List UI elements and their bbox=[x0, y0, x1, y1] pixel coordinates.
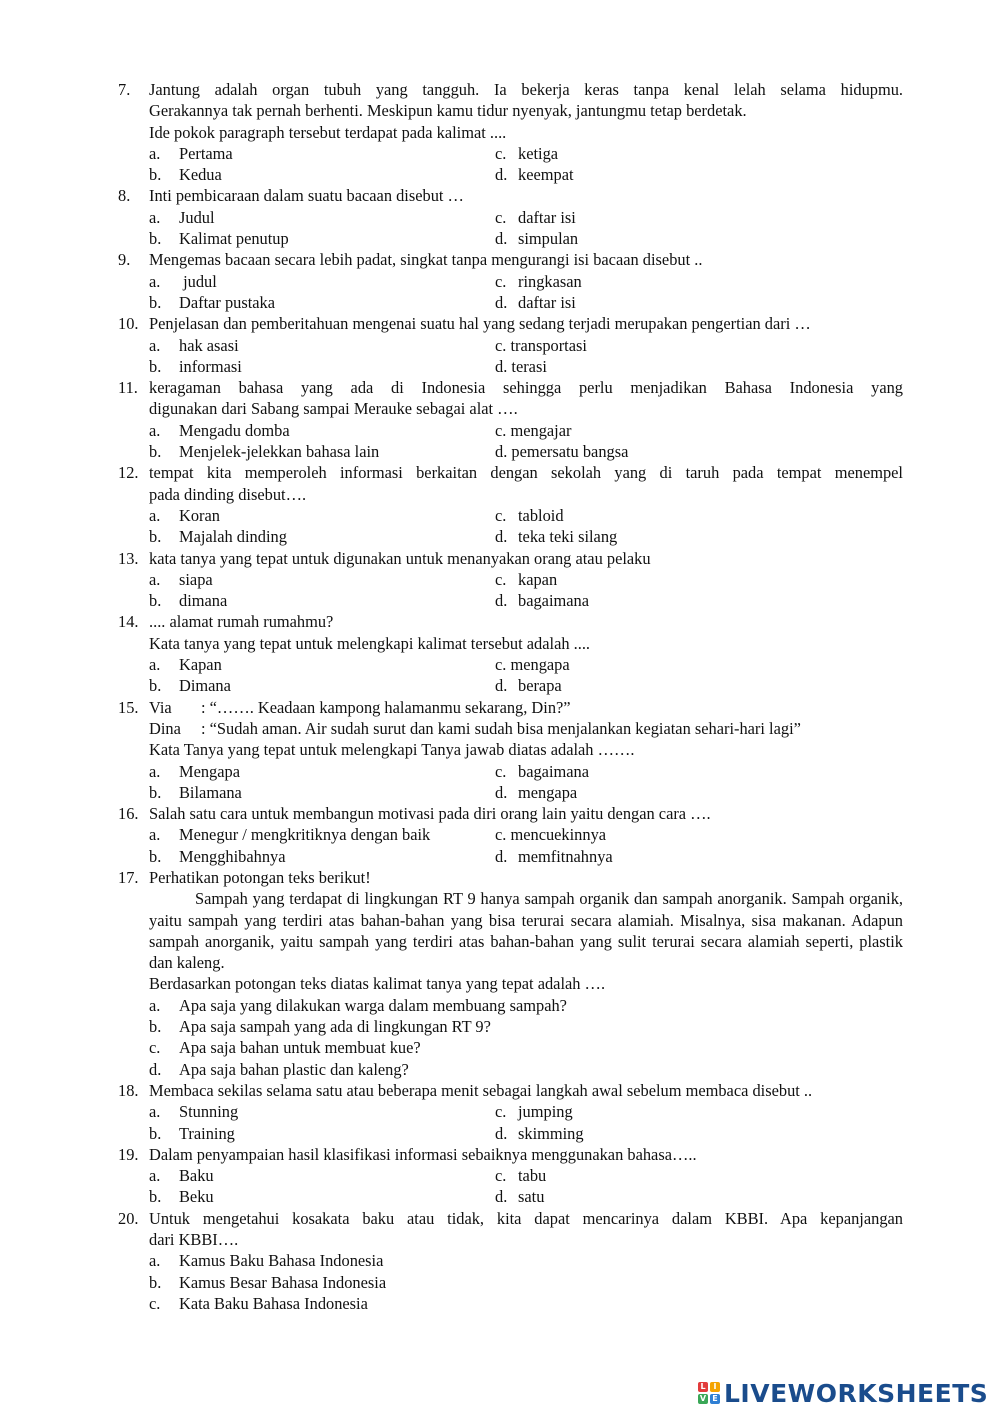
logo-text: LIVEWORKSHEETS bbox=[724, 1378, 989, 1408]
question-text: kata tanya yang tepat untuk digunakan untuk menanyakan orang atau pelaku bbox=[149, 548, 651, 568]
dialog-text bbox=[149, 718, 903, 739]
question-text: .... alamat rumah rumahmu? bbox=[149, 612, 334, 632]
option-letter: a. bbox=[149, 143, 161, 163]
question-15 bbox=[0, 697, 1000, 803]
option-text: d. terasi bbox=[495, 356, 547, 376]
answer-option[interactable] bbox=[495, 761, 589, 782]
option-letter: d. bbox=[495, 1123, 508, 1143]
option-text: daftar isi bbox=[518, 292, 576, 312]
option-letter: a. bbox=[149, 207, 161, 227]
question-18 bbox=[0, 1080, 1000, 1144]
option-letter: d. bbox=[495, 292, 508, 312]
options-row bbox=[0, 1037, 1000, 1058]
question-line bbox=[0, 548, 1000, 569]
answer-option[interactable] bbox=[149, 164, 222, 185]
question-line bbox=[0, 611, 1000, 632]
answer-option[interactable] bbox=[495, 356, 547, 377]
question-number: 17. bbox=[118, 867, 139, 887]
option-text: Kamus Besar Bahasa Indonesia bbox=[179, 1272, 387, 1292]
answer-option[interactable] bbox=[149, 1123, 235, 1144]
question-12 bbox=[0, 462, 1000, 547]
question-text-continued: digunakan dari Sabang sampai Merauke sebagai alat …. bbox=[149, 399, 518, 419]
option-letter: b. bbox=[149, 442, 162, 462]
answer-option[interactable] bbox=[149, 228, 289, 249]
answer-option[interactable] bbox=[495, 271, 582, 292]
answer-option[interactable] bbox=[495, 654, 570, 675]
option-text: d. pemersatu bangsa bbox=[495, 442, 629, 462]
option-text: Kamus Baku Bahasa Indonesia bbox=[179, 1251, 384, 1271]
question-number: 10. bbox=[118, 314, 139, 334]
option-letter: d. bbox=[149, 1059, 162, 1079]
answer-option[interactable] bbox=[495, 441, 628, 462]
option-text: skimming bbox=[518, 1123, 584, 1143]
option-letter: a. bbox=[149, 995, 161, 1015]
answer-option[interactable] bbox=[149, 824, 430, 845]
option-text: Mengghibahnya bbox=[179, 846, 286, 866]
option-text: tabloid bbox=[518, 505, 564, 525]
answer-option[interactable] bbox=[495, 824, 606, 845]
option-text: berapa bbox=[518, 676, 562, 696]
option-letter: b. bbox=[149, 229, 162, 249]
option-text: Dimana bbox=[179, 676, 231, 696]
logo-mark-v: V bbox=[699, 1394, 707, 1403]
option-text: Beku bbox=[179, 1187, 214, 1207]
question-line bbox=[0, 1080, 1000, 1101]
option-letter: c. bbox=[495, 505, 507, 525]
question-text: tempat kita memperoleh informasi berkaitan dengan sekolah yang di taruh pada tempat menempel bbox=[149, 463, 903, 483]
options-row bbox=[0, 1059, 1000, 1080]
options-row bbox=[0, 207, 1000, 228]
option-letter: c. bbox=[495, 761, 507, 781]
question-9 bbox=[0, 249, 1000, 313]
option-letter: b. bbox=[149, 591, 162, 611]
option-text: Kapan bbox=[179, 655, 222, 675]
question-number: 12. bbox=[118, 463, 139, 483]
answer-option[interactable] bbox=[495, 1101, 573, 1122]
options-row bbox=[0, 420, 1000, 441]
answer-option[interactable] bbox=[149, 782, 242, 803]
question-20 bbox=[0, 1208, 1000, 1314]
option-text: siapa bbox=[179, 569, 213, 589]
answer-option[interactable] bbox=[495, 1165, 546, 1186]
option-text: tabu bbox=[518, 1166, 547, 1186]
option-letter: b. bbox=[149, 1017, 162, 1037]
dialog-utterance: : “Sudah aman. Air sudah surut dan kami sudah bisa menjalankan kegiatan sehari-hari lagi” bbox=[201, 718, 801, 738]
question-prompt: Ide pokok paragraph tersebut terdapat pada kalimat .... bbox=[149, 122, 507, 142]
option-text: ringkasan bbox=[518, 271, 582, 291]
dialog-line bbox=[0, 697, 1000, 718]
question-text: Salah satu cara untuk membangun motivasi pada diri orang lain yaitu dengan cara …. bbox=[149, 804, 711, 824]
question-line bbox=[0, 803, 1000, 824]
option-text: jumping bbox=[518, 1102, 573, 1122]
options-row bbox=[0, 1101, 1000, 1122]
dialog-utterance: : “……. Keadaan kampong halamanmu sekarang, Din?” bbox=[201, 697, 571, 717]
dialog-text bbox=[149, 697, 903, 718]
question-text: Dalam penyampaian hasil klasifikasi informasi sebaiknya menggunakan bahasa….. bbox=[149, 1144, 697, 1164]
option-text: daftar isi bbox=[518, 207, 576, 227]
question-text: Inti pembicaraan dalam suatu bacaan disebut … bbox=[149, 186, 464, 206]
question-number: 19. bbox=[118, 1144, 139, 1164]
option-letter: c. bbox=[495, 271, 507, 291]
option-text: Majalah dinding bbox=[179, 527, 287, 547]
answer-option[interactable] bbox=[495, 420, 571, 441]
option-text: judul bbox=[179, 271, 217, 291]
options-row bbox=[0, 761, 1000, 782]
options-row bbox=[0, 654, 1000, 675]
option-letter: a. bbox=[149, 569, 161, 589]
option-text: Bilamana bbox=[179, 782, 242, 802]
question-line bbox=[0, 462, 1000, 483]
option-letter: b. bbox=[149, 1123, 162, 1143]
options-row bbox=[0, 505, 1000, 526]
question-number: 16. bbox=[118, 804, 139, 824]
options-row bbox=[0, 569, 1000, 590]
question-number: 13. bbox=[118, 548, 139, 568]
options-row bbox=[0, 356, 1000, 377]
question-number: 20. bbox=[118, 1208, 139, 1228]
option-letter: a. bbox=[149, 271, 161, 291]
option-letter: b. bbox=[149, 1272, 162, 1292]
option-text: Kedua bbox=[179, 165, 222, 185]
question-line bbox=[0, 185, 1000, 206]
option-letter: b. bbox=[149, 165, 162, 185]
options-row bbox=[0, 1123, 1000, 1144]
option-letter: b. bbox=[149, 292, 162, 312]
question-7 bbox=[0, 79, 1000, 185]
dialog-line bbox=[0, 718, 1000, 739]
logo-mark-l: L bbox=[698, 1382, 708, 1392]
option-letter: d. bbox=[495, 782, 508, 802]
answer-option[interactable] bbox=[495, 569, 557, 590]
option-text: Apa saja yang dilakukan warga dalam membuang sampah? bbox=[179, 995, 567, 1015]
option-letter: d. bbox=[495, 527, 508, 547]
question-prompt: Kata tanya yang tepat untuk melengkapi kalimat tersebut adalah .... bbox=[149, 633, 591, 653]
answer-option[interactable] bbox=[149, 761, 240, 782]
options-row bbox=[0, 675, 1000, 696]
option-letter: c. bbox=[149, 1038, 161, 1058]
option-text: Menegur / mengkritiknya dengan baik bbox=[179, 825, 431, 845]
option-letter: a. bbox=[149, 761, 161, 781]
option-letter: d. bbox=[495, 229, 508, 249]
option-letter: b. bbox=[149, 356, 162, 376]
option-text: Kata Baku Bahasa Indonesia bbox=[179, 1293, 368, 1313]
option-text: Menjelek-jelekkan bahasa lain bbox=[179, 442, 380, 462]
question-text: Jantung adalah organ tubuh yang tangguh. Ia bekerja keras tanpa kenal lelah selama hidupmu. bbox=[149, 80, 903, 99]
option-letter: b. bbox=[149, 782, 162, 802]
question-number: 7. bbox=[118, 80, 131, 99]
option-letter: a. bbox=[149, 420, 161, 440]
question-number: 11. bbox=[118, 378, 138, 398]
option-letter: b. bbox=[149, 846, 162, 866]
answer-option[interactable] bbox=[149, 675, 231, 696]
question-16 bbox=[0, 803, 1000, 867]
answer-option[interactable] bbox=[149, 1250, 383, 1271]
answer-option[interactable] bbox=[495, 846, 613, 867]
option-letter: c. bbox=[149, 1293, 161, 1313]
options-row bbox=[0, 292, 1000, 313]
question-text: Membaca sekilas selama satu atau beberapa menit sebagai langkah awal sebelum membaca disebut .. bbox=[149, 1080, 813, 1100]
options-row bbox=[0, 846, 1000, 867]
logo-mark-i: I bbox=[710, 1382, 720, 1392]
options-row bbox=[0, 441, 1000, 462]
answer-option[interactable] bbox=[149, 995, 567, 1016]
answer-option[interactable] bbox=[149, 292, 275, 313]
worksheet-page bbox=[0, 79, 1000, 1314]
question-number: 14. bbox=[118, 612, 139, 632]
option-text: Apa saja sampah yang ada di lingkungan RT 9? bbox=[179, 1017, 491, 1037]
answer-option[interactable] bbox=[149, 526, 287, 547]
question-13 bbox=[0, 548, 1000, 612]
answer-option[interactable] bbox=[149, 1101, 238, 1122]
option-text: ketiga bbox=[518, 143, 559, 163]
logo-mark-e: E bbox=[710, 1394, 720, 1404]
option-letter: b. bbox=[149, 1187, 162, 1207]
option-letter: d. bbox=[495, 676, 508, 696]
question-number: 8. bbox=[118, 186, 131, 206]
question-text: Untuk mengetahui kosakata baku atau tidak, kita dapat mencarinya dalam KBBI. Apa kepanjangan bbox=[149, 1208, 903, 1228]
option-letter: a. bbox=[149, 1102, 161, 1122]
options-row bbox=[0, 1293, 1000, 1314]
options-row bbox=[0, 1016, 1000, 1037]
options-row bbox=[0, 526, 1000, 547]
option-text: Kalimat penutup bbox=[179, 229, 289, 249]
question-number: 18. bbox=[118, 1080, 139, 1100]
option-text: teka teki silang bbox=[518, 527, 618, 547]
answer-option[interactable] bbox=[495, 292, 576, 313]
option-text: keempat bbox=[518, 165, 574, 185]
question-text: keragaman bahasa yang ada di Indonesia sehingga perlu menjadikan Bahasa Indonesia yang bbox=[149, 378, 903, 398]
answer-option[interactable] bbox=[149, 143, 233, 164]
answer-option[interactable] bbox=[149, 271, 217, 292]
options-row bbox=[0, 782, 1000, 803]
answer-option[interactable] bbox=[149, 207, 215, 228]
option-text: Training bbox=[179, 1123, 235, 1143]
option-letter: a. bbox=[149, 1251, 161, 1271]
question-text-continued: pada dinding disebut…. bbox=[149, 484, 307, 504]
answer-option[interactable] bbox=[149, 569, 213, 590]
answer-option[interactable] bbox=[495, 1186, 544, 1207]
logo-icon bbox=[698, 1382, 720, 1404]
answer-option[interactable] bbox=[149, 1186, 214, 1207]
question-8 bbox=[0, 185, 1000, 249]
options-row bbox=[0, 228, 1000, 249]
option-letter: a. bbox=[149, 335, 161, 355]
options-row bbox=[0, 1250, 1000, 1271]
question-text: Perhatikan potongan teks berikut! bbox=[149, 867, 371, 887]
answer-option[interactable] bbox=[149, 590, 227, 611]
answer-option[interactable] bbox=[495, 526, 617, 547]
option-text: Apa saja bahan plastic dan kaleng? bbox=[179, 1059, 409, 1079]
option-letter: a. bbox=[149, 1166, 161, 1186]
option-text: Daftar pustaka bbox=[179, 292, 276, 312]
answer-option[interactable] bbox=[495, 1123, 584, 1144]
option-letter: b. bbox=[149, 676, 162, 696]
option-letter: c. bbox=[495, 1102, 507, 1122]
answer-option[interactable] bbox=[149, 846, 286, 867]
answer-option[interactable] bbox=[495, 505, 564, 526]
option-text: Pertama bbox=[179, 143, 233, 163]
answer-option[interactable] bbox=[149, 1059, 409, 1080]
option-text: memfitnahnya bbox=[518, 846, 613, 866]
options-row bbox=[0, 1165, 1000, 1186]
option-text: Mengapa bbox=[179, 761, 240, 781]
option-text: c. transportasi bbox=[495, 335, 587, 355]
answer-option[interactable] bbox=[495, 164, 574, 185]
answer-option[interactable] bbox=[149, 1293, 368, 1314]
option-text: satu bbox=[518, 1187, 545, 1207]
question-14 bbox=[0, 611, 1000, 696]
option-letter: b. bbox=[149, 527, 162, 547]
option-text: hak asasi bbox=[179, 335, 239, 355]
option-text: mengapa bbox=[518, 782, 578, 802]
option-text: kapan bbox=[518, 569, 558, 589]
liveworksheets-logo bbox=[698, 1380, 988, 1406]
option-text: simpulan bbox=[518, 229, 579, 249]
option-letter: a. bbox=[149, 655, 161, 675]
option-text: bagaimana bbox=[518, 591, 589, 611]
answer-option[interactable] bbox=[149, 1272, 386, 1293]
answer-option[interactable] bbox=[495, 675, 562, 696]
option-text: c. mencuekinnya bbox=[495, 825, 607, 845]
question-number: 15. bbox=[118, 697, 139, 717]
question-text: Mengemas bacaan secara lebih padat, singkat tanpa mengurangi isi bacaan disebut .. bbox=[149, 250, 703, 270]
question-prompt: Berdasarkan potongan teks diatas kalimat tanya yang tepat adalah …. bbox=[149, 974, 606, 994]
options-row bbox=[0, 271, 1000, 292]
option-text: Judul bbox=[179, 207, 215, 227]
dialog-speaker: Dina bbox=[149, 718, 181, 738]
option-text: Baku bbox=[179, 1166, 214, 1186]
option-text: dimana bbox=[179, 591, 228, 611]
question-10 bbox=[0, 313, 1000, 377]
question-17 bbox=[0, 867, 1000, 1080]
option-letter: c. bbox=[495, 569, 507, 589]
option-letter: d. bbox=[495, 591, 508, 611]
answer-option[interactable] bbox=[495, 228, 578, 249]
question-line bbox=[0, 79, 1000, 100]
options-row bbox=[0, 1186, 1000, 1207]
option-letter: c. bbox=[495, 207, 507, 227]
option-letter: d. bbox=[495, 1187, 508, 1207]
options-row bbox=[0, 590, 1000, 611]
option-text: c. mengajar bbox=[495, 420, 572, 440]
reading-passage: Sampah yang terdapat di lingkungan RT 9 hanya sampah organik dan sampah anorganik. Sampah organik, yaitu sampah yang terdiri atas bahan-bahan yang bisa terurai secara alamiah. Misalnya, sisa makanan. Adapun sampah anorganik, yaitu sampah yang terdiri atas bahan-bahan yang sulit terurai secara alamiah seperti, plastik dan kaleng. bbox=[149, 889, 903, 973]
options-row bbox=[0, 143, 1000, 164]
answer-option[interactable] bbox=[149, 356, 242, 377]
option-letter: c. bbox=[495, 1166, 507, 1186]
option-letter: a. bbox=[149, 505, 161, 525]
answer-option[interactable] bbox=[495, 590, 589, 611]
answer-option[interactable] bbox=[149, 420, 290, 441]
question-text-continued: Gerakannya tak pernah berhenti. Meskipun kamu tidur nyenyak, jantungmu tetap berdetak. bbox=[149, 101, 747, 121]
question-line bbox=[0, 313, 1000, 334]
question-19 bbox=[0, 1144, 1000, 1208]
answer-option[interactable] bbox=[149, 441, 379, 462]
answer-option[interactable] bbox=[495, 335, 587, 356]
question-line bbox=[0, 867, 1000, 888]
dialog-speaker: Via bbox=[149, 697, 172, 717]
question-prompt: Kata Tanya yang tepat untuk melengkapi Tanya jawab diatas adalah ……. bbox=[149, 740, 635, 760]
option-text: c. mengapa bbox=[495, 655, 570, 675]
option-text: Stunning bbox=[179, 1102, 239, 1122]
options-row bbox=[0, 335, 1000, 356]
options-row bbox=[0, 1272, 1000, 1293]
answer-option[interactable] bbox=[149, 1037, 421, 1058]
options-row bbox=[0, 995, 1000, 1016]
option-text: Mengadu domba bbox=[179, 420, 290, 440]
answer-option[interactable] bbox=[495, 782, 577, 803]
question-number: 9. bbox=[118, 250, 131, 270]
option-letter: a. bbox=[149, 825, 161, 845]
option-text: Apa saja bahan untuk membuat kue? bbox=[179, 1038, 421, 1058]
answer-option[interactable] bbox=[149, 505, 220, 526]
option-letter: d. bbox=[495, 846, 508, 866]
question-line bbox=[0, 249, 1000, 270]
answer-option[interactable] bbox=[495, 207, 576, 228]
question-line bbox=[0, 1208, 1000, 1229]
answer-option[interactable] bbox=[149, 335, 239, 356]
options-row bbox=[0, 164, 1000, 185]
question-line bbox=[0, 1144, 1000, 1165]
option-text: bagaimana bbox=[518, 761, 589, 781]
question-text: Penjelasan dan pemberitahuan mengenai suatu hal yang sedang terjadi merupakan pengertian dari … bbox=[149, 314, 811, 334]
option-letter: d. bbox=[495, 165, 508, 185]
answer-option[interactable] bbox=[495, 143, 558, 164]
answer-option[interactable] bbox=[149, 1016, 491, 1037]
question-11 bbox=[0, 377, 1000, 462]
answer-option[interactable] bbox=[149, 1165, 214, 1186]
question-text-continued: dari KBBI…. bbox=[149, 1230, 239, 1250]
option-text: Koran bbox=[179, 505, 220, 525]
question-line bbox=[0, 377, 1000, 398]
option-letter: c. bbox=[495, 143, 507, 163]
option-text: informasi bbox=[179, 356, 242, 376]
answer-option[interactable] bbox=[149, 654, 222, 675]
options-row bbox=[0, 824, 1000, 845]
